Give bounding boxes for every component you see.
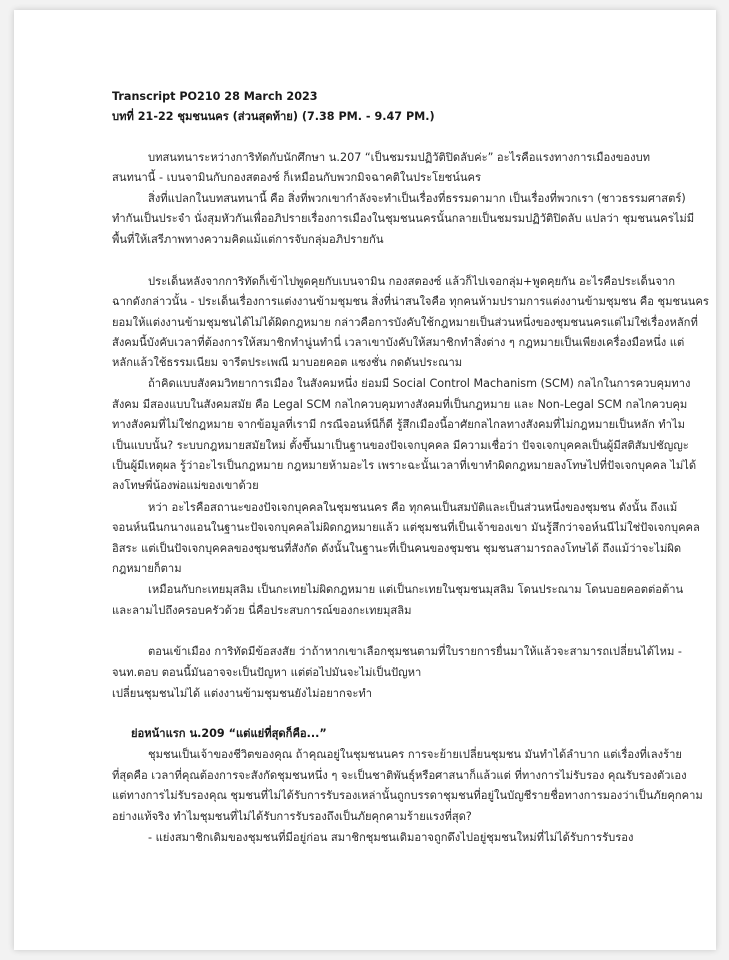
body-line: สังคมนี้บังคับเวลาที่ต้องการให้สมาชิกทำนู่นทำนี่ เวลาเขาบังคับให้สมาชิกทำสิ่งต่าง ๆ กฎหมายเป็นเพียงเครื่องมือหนึ่ง แต่	[112, 336, 685, 349]
body-line: แต่ทางการไม่รับรองคุณ ชุมชนที่ไม่ได้รับการรับรองเหล่านั้นถูกบรรดาชุมชนที่อยู่ในบัญชีรายชื่อทางการมองว่าเป็นภัยคุกคาม	[112, 789, 703, 802]
body-line: สิ่งที่แปลกในบทสนทนานี้ คือ สิ่งที่พวกเขากำลังจะทำเป็นเรื่องที่ธรรมดามาก เป็นเรื่องที่พวกเรา (ชาวธรรมศาสตร์)	[148, 192, 686, 205]
body-line: บทสนทนาระหว่างการิทัดกับนักศึกษา น.207 “เป็นชมรมปฏิวัติปิดลับค่ะ” อะไรคือแรงทางการเมืองของบท	[148, 151, 651, 164]
body-line: ยอมให้แต่งงานข้ามชุมชนได้ไม่ได้ผิดกฎหมาย กล่าวคือการบังคับใช้กฎหมายเป็นส่วนหนึ่งของชุมชนนครแต่ไม่ใช่เรื่องหลักที่	[112, 316, 698, 329]
body-line: เปลี่ยนชุมชนไม่ได้ แต่งงานข้ามชุมชนยังไม่อยากจะทำ	[112, 687, 373, 700]
body-line: ฉากดังกล่าวนั้น - ประเด็นเรื่องการแต่งงานข้ามชุมชน สิ่งที่น่าสนใจคือ ทุกคนห้ามปรามการแต่งงานข้ามชุมชน คือ ชุมชนนคร	[112, 295, 709, 308]
body-line: จนท.ตอบ ตอนนี้มันอาจจะเป็นปัญหา แต่ต่อไปมันจะไม่เป็นปัญหา	[112, 666, 422, 679]
body-line: - แย่งสมาชิกเดิมของชุมชนที่มีอยู่ก่อน สมาชิกชุมชนเดิมอาจถูกดึงไปอยู่ชุมชนใหม่ที่ไม่ได้รับการรับรอง	[148, 831, 634, 844]
body-line: สังคม มีสองแบบในสังคมสมัย คือ Legal SCM กลไกควบคุมทางสังคมที่เป็นกฎหมาย และ Non-Legal SCM กลไกควบคุม	[112, 398, 688, 411]
body-line: ทำกันเป็นประจำ นั่งสุมหัวกันเพื่ออภิปรายเรื่องการเมืองในชุมชนนครนั้นกลายเป็นชมรมปฏิวัติปิดลับ แปลว่า ชุมชนนครไม่มี	[112, 212, 695, 225]
body-line: สนทนานี้ - เบนจามินกับกองสตองซ์ ก็เหมือนกับพวกมิจฉาคติในประโยชน์นคร	[112, 171, 482, 184]
document-subtitle: บทที่ 21-22 ชุมชนนคร (ส่วนสุดท้าย) (7.38 PM. - 9.47 PM.)	[112, 110, 435, 123]
body-line: ถ้าคิดแบบสังคมวิทยาการเมือง ในสังคมหนึ่ง ย่อมมี Social Control Machanism (SCM) กลไกในการควบคุมทาง	[148, 377, 691, 390]
body-line: และลามไปถึงครอบครัวด้วย นี่คือประสบการณ์ของกะเทยมุสลิม	[112, 604, 412, 617]
body-line: เป็นแบบนั้น? ระบบกฎหมายสมัยใหม่ ตั้งขึ้นมาเป็นฐานของปัจเจกบุคคล มีความเชื่อว่า ปัจจเจกบุคคลเป็นผู้มีสติสัมปชัญญะ	[112, 439, 689, 452]
body-line: ทางสังคมที่ไม่ใช่กฎหมาย จากข้อมูลที่เรามี กรณีจอนห์นีก็ดี รู้สึกเมืองนี้อาศัยกลไกลทางสังคมที่ไม่กฎหมายเป็นหลัก ทำไม	[112, 418, 685, 431]
body-line: ตอนเข้าเมือง การิทัดมีข้อสงสัย ว่าถ้าหากเขาเลือกชุมชนตามที่ใบรายการยื่นมาให้แล้วจะสามารถเปลี่ยนได้ไหม -	[148, 645, 682, 658]
body-line: หว่า อะไรคือสถานะของปัจเจกบุคคลในชุมชนนคร คือ ทุกคนเป็นสมบัติและเป็นส่วนหนึ่งของชุมชน ดังนั้น ถึงแม้	[148, 501, 678, 514]
body-line: จอนห์นนีนกนางแอนในฐานะปัจเจกบุคคลไม่ผิดกฎหมายแล้ว แต่ชุมชนที่เป็นเจ้าของเขา มันรู้สึกว่าจอห์นนีไม่ใช่ปัจเจกบุคคล	[112, 521, 700, 534]
body-line: พื้นที่ให้เสรีภาพทางความคิดแม้แต่การจับกลุ่มอภิปรายกัน	[112, 233, 384, 246]
body-line: เป็นผู้มีเหตุผล รู้ว่าอะไรเป็นกฎหมาย กฎหมายห้ามอะไร เพราะฉะนั้นเวลาที่เขาทำผิดกฎหมายลงโทษไปที่ปัจเจกบุคคล ไม่ได้	[112, 459, 697, 472]
body-line: หลักแล้วใช้ธรรมเนียม จารีตประเพณี มาบอยคอต แซงชั่น กดดันประณาม	[112, 356, 463, 369]
body-line: อิสระ แต่เป็นปัจเจกบุคคลของชุมชนที่สังกัด ดังนั้นในฐานะที่เป็นคนของชุมชน ชุมชนสามารถลงโทษได้ ถึงแม้ว่าจะไม่ผิด	[112, 542, 682, 555]
body-line: อย่างแท้จริง ทำไมชุมชนที่ไม่ได้รับการรับรองถึงเป็นภัยคุกคามร้ายแรงที่สุด?	[112, 810, 472, 823]
body-line: ชุมชนเป็นเจ้าของชีวิตของคุณ ถ้าคุณอยู่ในชุมชนนคร การจะย้ายเปลี่ยนชุมชน มันทำได้ลำบาก แต่เรื่องที่เลงร้าย	[148, 748, 682, 761]
body-line: ลงโทษพี่น้องพ่อแม่ของเขาด้วย	[112, 479, 259, 492]
document-title: Transcript PO210 28 March 2023	[112, 90, 318, 103]
section-heading: ย่อหน้าแรก น.209 “แต่แย่ที่สุดก็คือ...”	[131, 727, 327, 740]
body-line: เหมือนกับกะเทยมุสลิม เป็นกะเทยไม่ผิดกฎหมาย แต่เป็นกะเทยในชุมชนมุสลิม โดนประณาม โดนบอยคอตต่อต้าน	[148, 583, 684, 596]
document-page	[14, 10, 716, 950]
body-line: ที่สุดคือ เวลาที่คุณต้องการจะสังกัดชุมชนหนึ่ง ๆ จะเป็นชาติพันธุ์หรือศาสนาก็แล้วแต่ ที่ทางการไม่รับรอง คุณรับรองตัวเอง	[112, 769, 687, 782]
body-line: ประเด็นหลังจากการิทัดก็เข้าไปพูดคุยกับเบนจามิน กองสตองซ์ แล้วก็ไปเจอกลุ่ม+พูดคุยกัน อะไรคือประเด็นจาก	[148, 275, 676, 288]
body-line: กฎหมายก็ตาม	[112, 562, 182, 575]
